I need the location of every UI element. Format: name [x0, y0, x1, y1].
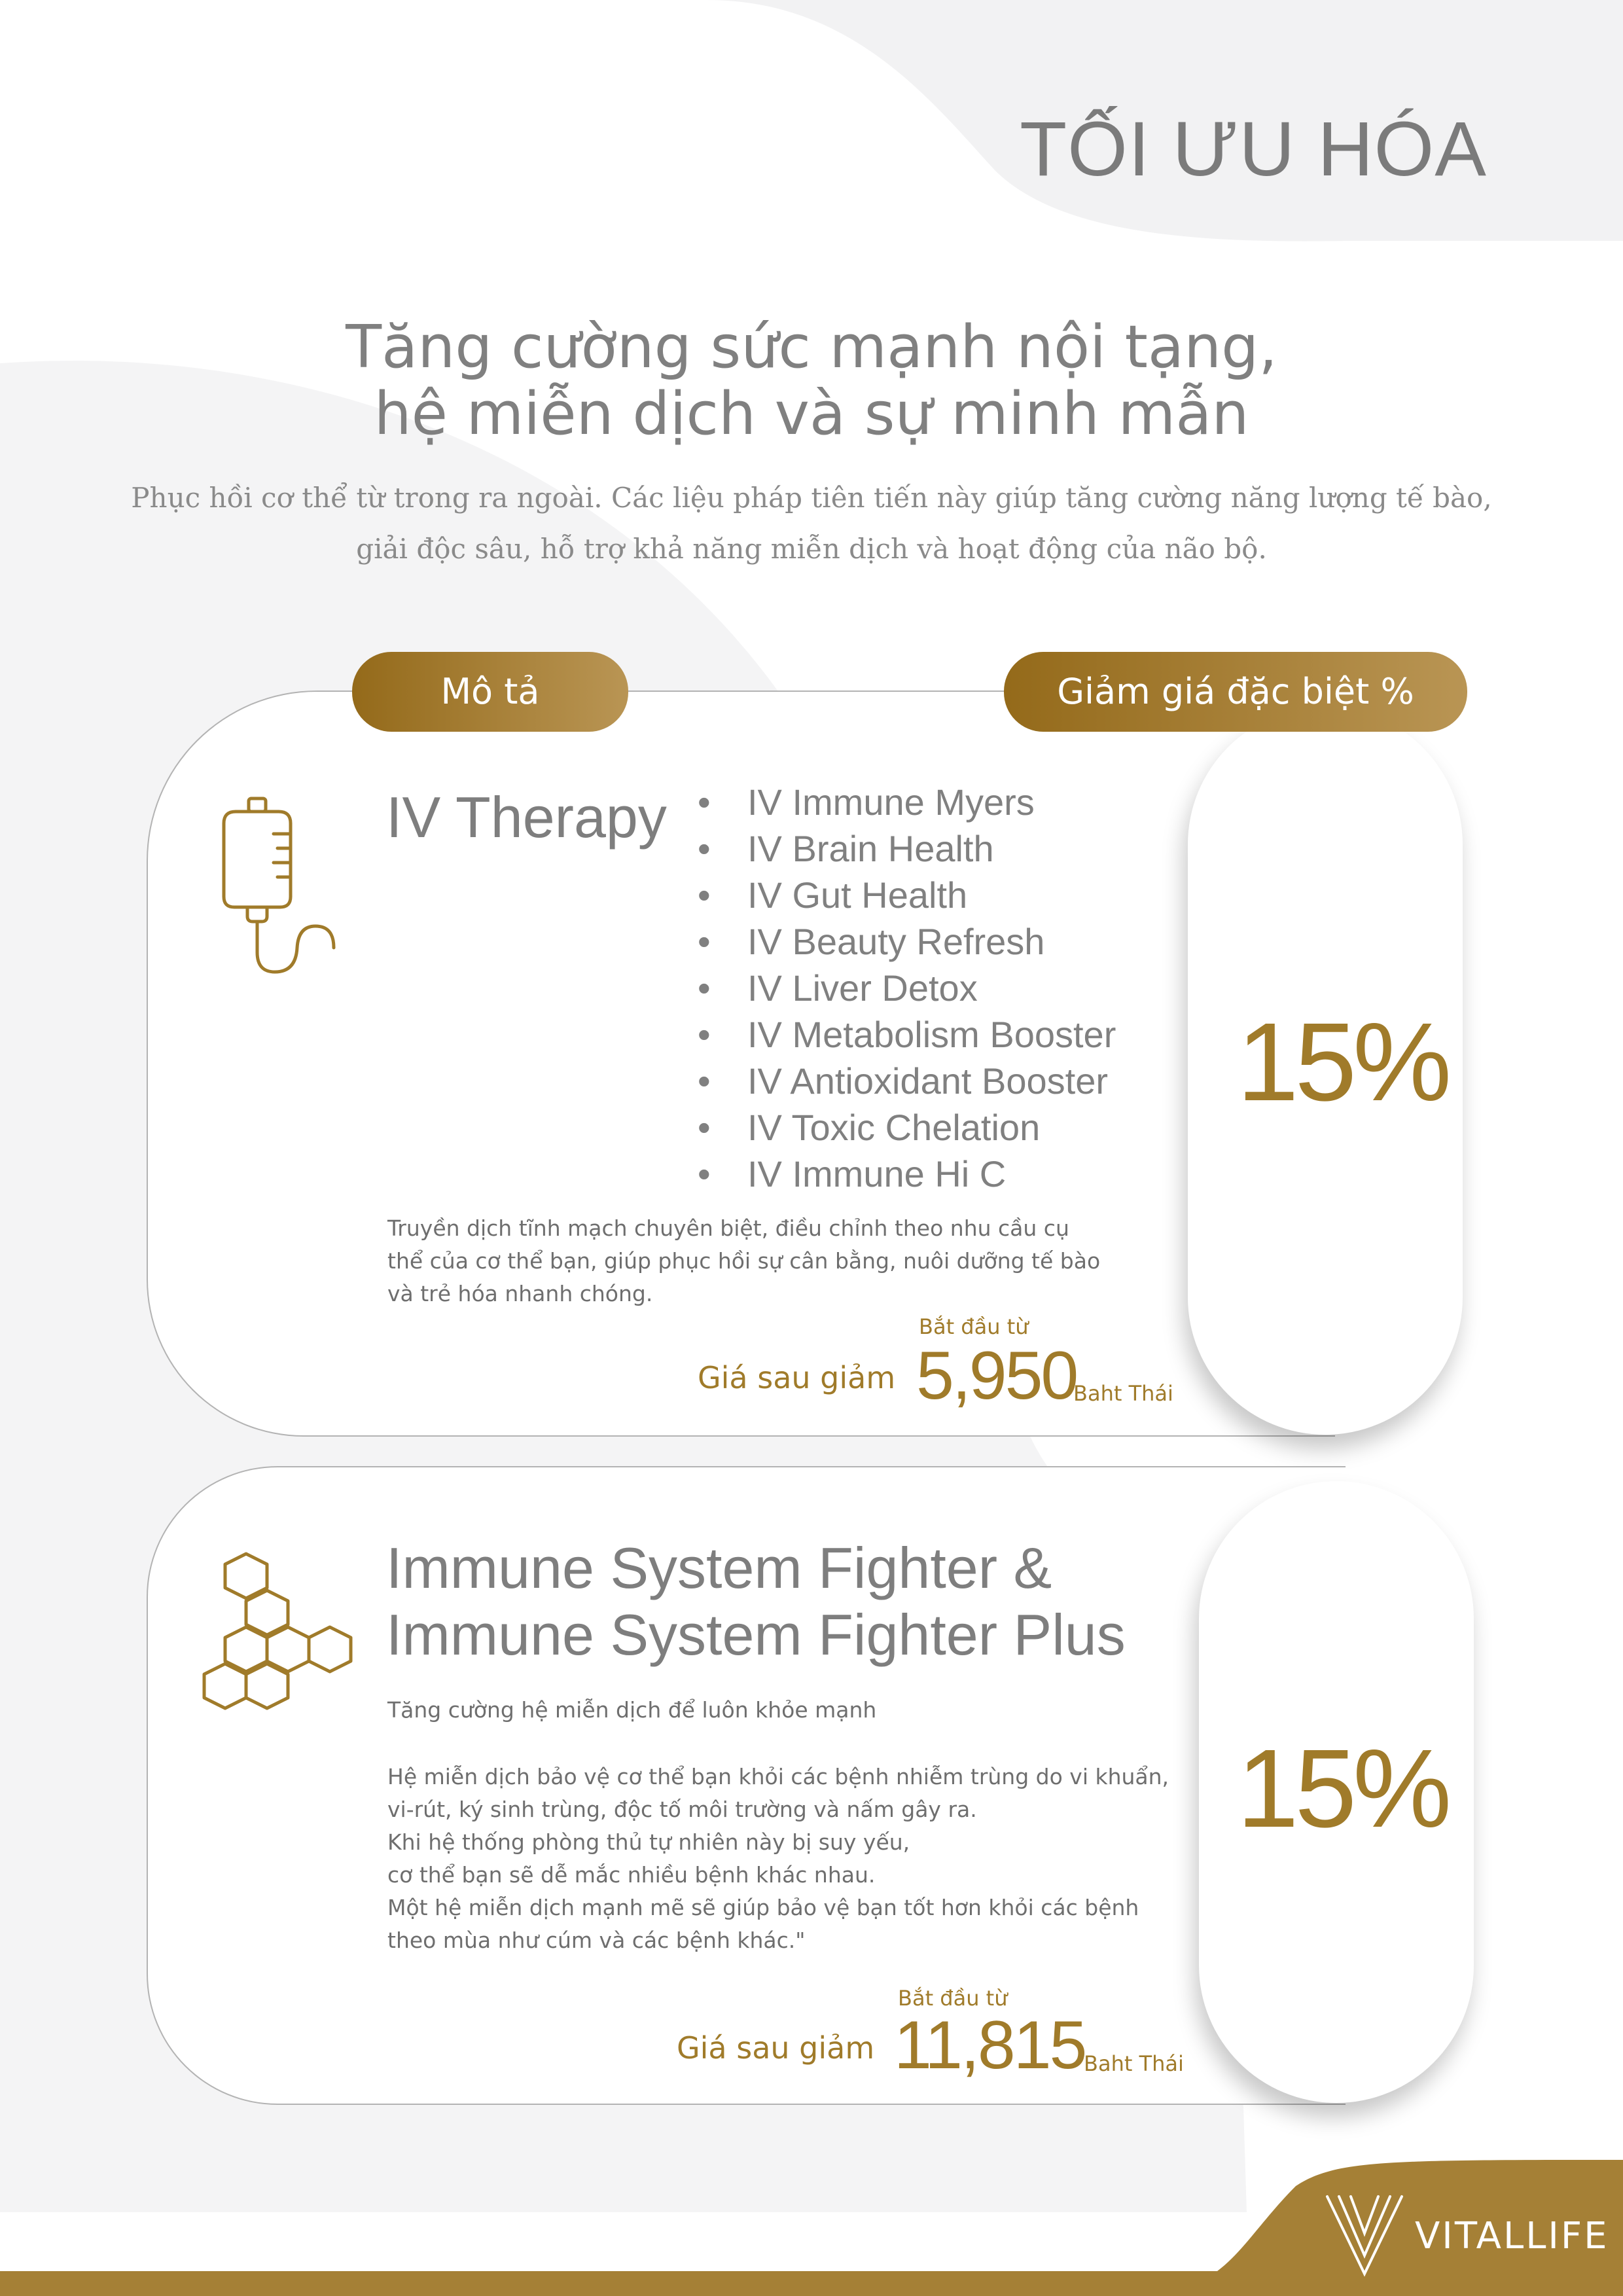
description-line: Hệ miễn dịch bảo vệ cơ thể bạn khỏi các bệnh nhiễm trùng do vi khuẩn,: [387, 1764, 1169, 1789]
price-currency: Baht Thái: [1073, 1381, 1173, 1406]
description-line: vi-rút, ký sinh trùng, độc tố môi trường và nấm gây ra.: [387, 1797, 977, 1822]
brand-name: VITALLIFE: [1415, 2215, 1609, 2257]
service-title: [386, 784, 667, 851]
price-from-label: Bắt đầu từ: [919, 1314, 1029, 1339]
tab-discount: Giảm giá đặc biệt %: [1004, 652, 1467, 732]
page-title: TỐI ƯU HÓA: [1020, 106, 1487, 192]
description-line: cơ thể bạn sẽ dễ mắc nhiều bệnh khác nhau.: [387, 1862, 876, 1888]
service-title-line: Immune System Fighter Plus: [386, 1602, 1126, 1667]
list-item: • IV Metabolism Booster: [698, 1011, 1116, 1058]
iv-bag-icon: [209, 792, 353, 982]
list-item: • IV Beauty Refresh: [698, 918, 1116, 965]
intro-text: [0, 473, 1623, 575]
price-currency: Baht Thái: [1084, 2051, 1184, 2076]
price-from-label: Bắt đầu từ: [898, 1986, 1008, 2011]
price-value: 5,950: [916, 1338, 1077, 1414]
description-line: và trẻ hóa nhanh chóng.: [387, 1281, 653, 1306]
service-title: [386, 1535, 1126, 1668]
discount-percent: 15%: [1237, 1000, 1448, 1124]
headline-line-2: hệ miễn dịch và sự minh mẫn: [374, 380, 1249, 448]
headline-line-1: Tăng cường sức mạnh nội tạng,: [346, 313, 1277, 382]
headline: [0, 314, 1623, 448]
service-description: [387, 1212, 1140, 1310]
service-title-line: IV Therapy: [386, 785, 667, 850]
price-label: Giá sau giảm: [698, 1360, 896, 1395]
iv-treatment-list: [698, 779, 1116, 1197]
list-item: • IV Brain Health: [698, 825, 1116, 872]
price-value: 11,815: [894, 2007, 1086, 2083]
list-item: • IV Immune Hi C: [698, 1151, 1116, 1197]
intro-line-2: giải độc sâu, hỗ trợ khả năng miễn dịch và hoạt động của não bộ.: [356, 533, 1267, 565]
list-item: • IV Immune Myers: [698, 779, 1116, 825]
honeycomb-icon: [194, 1551, 364, 1728]
vitallife-logo-icon: [1322, 2193, 1407, 2278]
description-line: thể của cơ thể bạn, giúp phục hồi sự cân bằng, nuôi dưỡng tế bào: [387, 1248, 1101, 1274]
service-subtitle: Tăng cường hệ miễn dịch để luôn khỏe mạnh: [387, 1697, 877, 1723]
description-line: Một hệ miễn dịch mạnh mẽ sẽ giúp bảo vệ bạn tốt hơn khỏi các bệnh: [387, 1895, 1139, 1920]
description-line: Truyền dịch tĩnh mạch chuyên biệt, điều chỉnh theo nhu cầu cụ: [387, 1215, 1069, 1241]
tab-description: Mô tả: [352, 652, 628, 732]
list-item: • IV Gut Health: [698, 872, 1116, 918]
discount-percent: 15%: [1237, 1727, 1448, 1851]
list-item: • IV Toxic Chelation: [698, 1104, 1116, 1151]
list-item: • IV Antioxidant Booster: [698, 1058, 1116, 1104]
list-item: • IV Liver Detox: [698, 965, 1116, 1011]
intro-line-1: Phục hồi cơ thể từ trong ra ngoài. Các liệu pháp tiên tiến này giúp tăng cường năng lượng tế bào,: [131, 482, 1492, 514]
description-line: Khi hệ thống phòng thủ tự nhiên này bị suy yếu,: [387, 1829, 910, 1855]
service-title-line: Immune System Fighter &: [386, 1535, 1052, 1600]
description-line: theo mùa như cúm và các bệnh khác.": [387, 1928, 806, 1953]
price-label: Giá sau giảm: [677, 2030, 875, 2066]
service-description: [387, 1761, 1186, 1957]
